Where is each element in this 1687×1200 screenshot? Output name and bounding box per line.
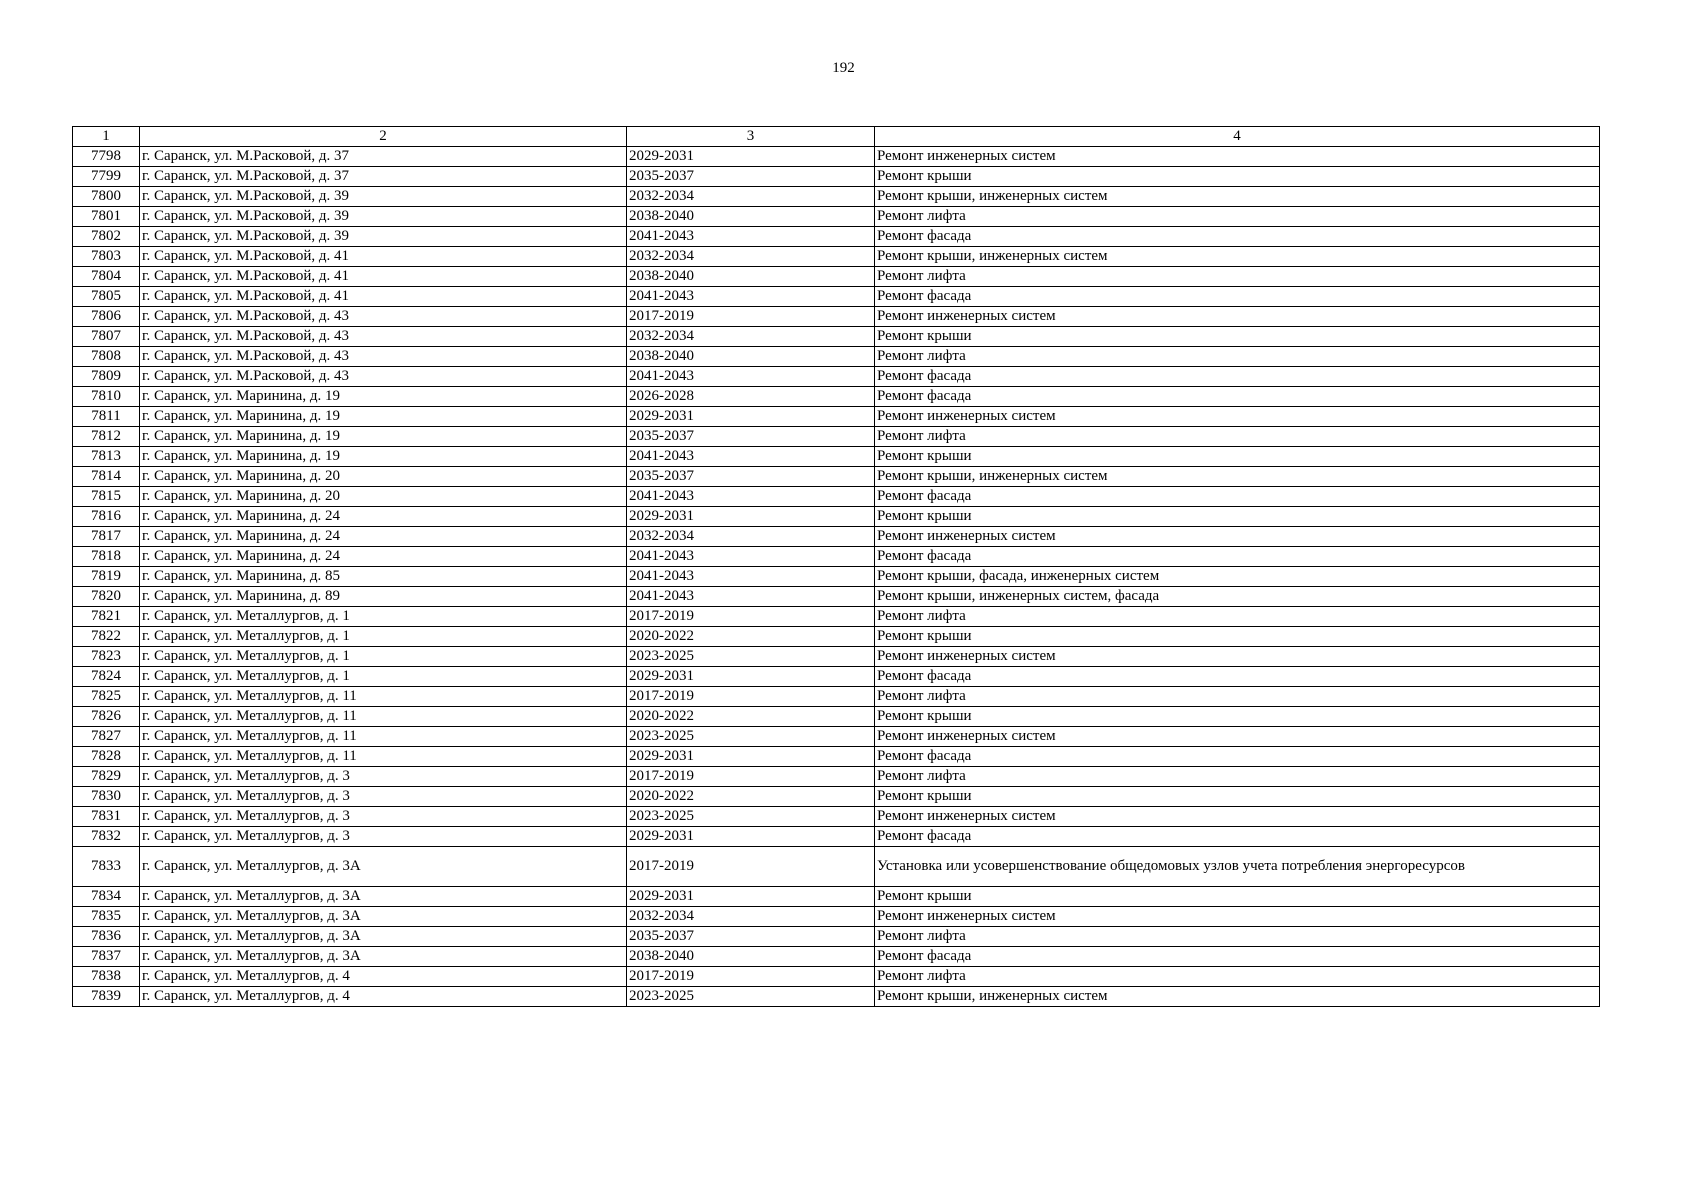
address-cell: г. Саранск, ул. Маринина, д. 20 [140, 467, 627, 487]
address-cell: г. Саранск, ул. М.Расковой, д. 37 [140, 147, 627, 167]
period-cell: 2041-2043 [627, 287, 875, 307]
period-cell: 2029-2031 [627, 507, 875, 527]
table-row [73, 387, 1600, 407]
row-number-cell: 7828 [73, 747, 140, 767]
row-number-cell: 7821 [73, 607, 140, 627]
work-type-cell: Ремонт инженерных систем [875, 727, 1600, 747]
address-cell: г. Саранск, ул. Маринина, д. 24 [140, 527, 627, 547]
address-cell: г. Саранск, ул. Маринина, д. 19 [140, 447, 627, 467]
row-number-cell: 7827 [73, 727, 140, 747]
table-row [73, 327, 1600, 347]
period-cell: 2023-2025 [627, 727, 875, 747]
work-type-cell: Ремонт крыши [875, 167, 1600, 187]
address-cell: г. Саранск, ул. Металлургов, д. 11 [140, 687, 627, 707]
table-row [73, 627, 1600, 647]
work-type-cell: Ремонт крыши, фасада, инженерных систем [875, 567, 1600, 587]
work-type-cell: Ремонт фасада [875, 487, 1600, 507]
work-type-cell: Ремонт крыши [875, 507, 1600, 527]
table-row [73, 567, 1600, 587]
table-row [73, 427, 1600, 447]
table-row [73, 527, 1600, 547]
work-type-cell: Ремонт крыши, инженерных систем [875, 187, 1600, 207]
table-row [73, 507, 1600, 527]
work-type-cell: Ремонт фасада [875, 227, 1600, 247]
address-cell: г. Саранск, ул. Маринина, д. 19 [140, 387, 627, 407]
work-type-cell: Ремонт фасада [875, 747, 1600, 767]
column-header-1: 1 [73, 127, 140, 147]
table-row [73, 147, 1600, 167]
work-type-cell: Ремонт инженерных систем [875, 647, 1600, 667]
table-row [73, 287, 1600, 307]
row-number-cell: 7808 [73, 347, 140, 367]
period-cell: 2041-2043 [627, 447, 875, 467]
row-number-cell: 7815 [73, 487, 140, 507]
address-cell: г. Саранск, ул. Металлургов, д. 3А [140, 907, 627, 927]
period-cell: 2032-2034 [627, 907, 875, 927]
row-number-cell: 7831 [73, 807, 140, 827]
row-number-cell: 7798 [73, 147, 140, 167]
header-row [73, 127, 1600, 147]
address-cell: г. Саранск, ул. М.Расковой, д. 43 [140, 327, 627, 347]
period-cell: 2032-2034 [627, 527, 875, 547]
row-number-cell: 7822 [73, 627, 140, 647]
table-row [73, 907, 1600, 927]
row-number-cell: 7838 [73, 967, 140, 987]
period-cell: 2041-2043 [627, 367, 875, 387]
period-cell: 2020-2022 [627, 707, 875, 727]
repair-schedule-table [72, 126, 1600, 1007]
table-row [73, 447, 1600, 467]
table-row [73, 267, 1600, 287]
period-cell: 2029-2031 [627, 667, 875, 687]
address-cell: г. Саранск, ул. М.Расковой, д. 43 [140, 307, 627, 327]
work-type-cell: Ремонт лифта [875, 767, 1600, 787]
table-row [73, 347, 1600, 367]
address-cell: г. Саранск, ул. М.Расковой, д. 37 [140, 167, 627, 187]
period-cell: 2017-2019 [627, 967, 875, 987]
row-number-cell: 7812 [73, 427, 140, 447]
row-number-cell: 7837 [73, 947, 140, 967]
table-row [73, 747, 1600, 767]
address-cell: г. Саранск, ул. Металлургов, д. 3 [140, 827, 627, 847]
row-number-cell: 7803 [73, 247, 140, 267]
row-number-cell: 7814 [73, 467, 140, 487]
period-cell: 2023-2025 [627, 647, 875, 667]
address-cell: г. Саранск, ул. Металлургов, д. 3А [140, 887, 627, 907]
work-type-cell: Установка или усовершенствование общедомовых узлов учета потребления энергоресурсов [875, 847, 1600, 887]
table-row [73, 587, 1600, 607]
address-cell: г. Саранск, ул. М.Расковой, д. 43 [140, 367, 627, 387]
row-number-cell: 7825 [73, 687, 140, 707]
period-cell: 2017-2019 [627, 307, 875, 327]
period-cell: 2029-2031 [627, 887, 875, 907]
address-cell: г. Саранск, ул. Маринина, д. 24 [140, 547, 627, 567]
work-type-cell: Ремонт фасада [875, 547, 1600, 567]
period-cell: 2035-2037 [627, 167, 875, 187]
address-cell: г. Саранск, ул. Металлургов, д. 3А [140, 927, 627, 947]
work-type-cell: Ремонт фасада [875, 947, 1600, 967]
address-cell: г. Саранск, ул. Металлургов, д. 1 [140, 647, 627, 667]
address-cell: г. Саранск, ул. Металлургов, д. 4 [140, 987, 627, 1007]
page-number: 192 [832, 60, 855, 76]
table-row [73, 807, 1600, 827]
row-number-cell: 7820 [73, 587, 140, 607]
address-cell: г. Саранск, ул. М.Расковой, д. 39 [140, 227, 627, 247]
work-type-cell: Ремонт крыши [875, 887, 1600, 907]
table-row [73, 787, 1600, 807]
period-cell: 2032-2034 [627, 327, 875, 347]
period-cell: 2041-2043 [627, 547, 875, 567]
work-type-cell: Ремонт инженерных систем [875, 147, 1600, 167]
address-cell: г. Саранск, ул. Металлургов, д. 11 [140, 747, 627, 767]
address-cell: г. Саранск, ул. Металлургов, д. 3 [140, 787, 627, 807]
row-number-cell: 7839 [73, 987, 140, 1007]
row-number-cell: 7826 [73, 707, 140, 727]
address-cell: г. Саранск, ул. М.Расковой, д. 39 [140, 207, 627, 227]
work-type-cell: Ремонт инженерных систем [875, 527, 1600, 547]
row-number-cell: 7823 [73, 647, 140, 667]
address-cell: г. Саранск, ул. Металлургов, д. 11 [140, 707, 627, 727]
table-row [73, 307, 1600, 327]
row-number-cell: 7811 [73, 407, 140, 427]
period-cell: 2038-2040 [627, 947, 875, 967]
row-number-cell: 7836 [73, 927, 140, 947]
work-type-cell: Ремонт лифта [875, 687, 1600, 707]
table-row [73, 407, 1600, 427]
table-row [73, 187, 1600, 207]
row-number-cell: 7824 [73, 667, 140, 687]
row-number-cell: 7804 [73, 267, 140, 287]
period-cell: 2029-2031 [627, 147, 875, 167]
period-cell: 2041-2043 [627, 227, 875, 247]
address-cell: г. Саранск, ул. Металлургов, д. 1 [140, 607, 627, 627]
row-number-cell: 7805 [73, 287, 140, 307]
period-cell: 2017-2019 [627, 607, 875, 627]
work-type-cell: Ремонт фасада [875, 827, 1600, 847]
address-cell: г. Саранск, ул. Маринина, д. 19 [140, 407, 627, 427]
table-row [73, 247, 1600, 267]
row-number-cell: 7818 [73, 547, 140, 567]
period-cell: 2017-2019 [627, 767, 875, 787]
work-type-cell: Ремонт крыши, инженерных систем [875, 467, 1600, 487]
table-row [73, 647, 1600, 667]
period-cell: 2041-2043 [627, 567, 875, 587]
work-type-cell: Ремонт лифта [875, 927, 1600, 947]
period-cell: 2035-2037 [627, 927, 875, 947]
table-header [73, 127, 1600, 147]
column-header-3: 3 [627, 127, 875, 147]
row-number-cell: 7810 [73, 387, 140, 407]
address-cell: г. Саранск, ул. М.Расковой, д. 41 [140, 247, 627, 267]
period-cell: 2026-2028 [627, 387, 875, 407]
address-cell: г. Саранск, ул. Металлургов, д. 3 [140, 807, 627, 827]
period-cell: 2032-2034 [627, 247, 875, 267]
work-type-cell: Ремонт крыши [875, 327, 1600, 347]
row-number-cell: 7819 [73, 567, 140, 587]
address-cell: г. Саранск, ул. М.Расковой, д. 41 [140, 267, 627, 287]
work-type-cell: Ремонт инженерных систем [875, 807, 1600, 827]
table-row [73, 207, 1600, 227]
row-number-cell: 7817 [73, 527, 140, 547]
row-number-cell: 7834 [73, 887, 140, 907]
period-cell: 2029-2031 [627, 827, 875, 847]
period-cell: 2038-2040 [627, 207, 875, 227]
work-type-cell: Ремонт крыши, инженерных систем [875, 987, 1600, 1007]
work-type-cell: Ремонт крыши [875, 707, 1600, 727]
table-row [73, 547, 1600, 567]
row-number-cell: 7832 [73, 827, 140, 847]
work-type-cell: Ремонт фасада [875, 387, 1600, 407]
work-type-cell: Ремонт лифта [875, 347, 1600, 367]
column-header-2: 2 [140, 127, 627, 147]
work-type-cell: Ремонт крыши [875, 447, 1600, 467]
work-type-cell: Ремонт лифта [875, 207, 1600, 227]
address-cell: г. Саранск, ул. Маринина, д. 24 [140, 507, 627, 527]
period-cell: 2041-2043 [627, 487, 875, 507]
period-cell: 2017-2019 [627, 847, 875, 887]
table-row [73, 687, 1600, 707]
row-number-cell: 7801 [73, 207, 140, 227]
table-row [73, 847, 1600, 887]
table-row [73, 707, 1600, 727]
row-number-cell: 7833 [73, 847, 140, 887]
address-cell: г. Саранск, ул. Металлургов, д. 3А [140, 947, 627, 967]
table-row [73, 887, 1600, 907]
work-type-cell: Ремонт лифта [875, 267, 1600, 287]
row-number-cell: 7802 [73, 227, 140, 247]
row-number-cell: 7806 [73, 307, 140, 327]
period-cell: 2038-2040 [627, 267, 875, 287]
work-type-cell: Ремонт фасада [875, 667, 1600, 687]
table-row [73, 607, 1600, 627]
work-type-cell: Ремонт крыши, инженерных систем [875, 247, 1600, 267]
row-number-cell: 7835 [73, 907, 140, 927]
period-cell: 2023-2025 [627, 987, 875, 1007]
period-cell: 2020-2022 [627, 787, 875, 807]
address-cell: г. Саранск, ул. Маринина, д. 19 [140, 427, 627, 447]
table-row [73, 487, 1600, 507]
table-row [73, 167, 1600, 187]
row-number-cell: 7816 [73, 507, 140, 527]
work-type-cell: Ремонт инженерных систем [875, 907, 1600, 927]
work-type-cell: Ремонт лифта [875, 427, 1600, 447]
table-body [73, 147, 1600, 1007]
period-cell: 2029-2031 [627, 407, 875, 427]
column-header-4: 4 [875, 127, 1600, 147]
row-number-cell: 7800 [73, 187, 140, 207]
table-row [73, 927, 1600, 947]
period-cell: 2017-2019 [627, 687, 875, 707]
address-cell: г. Саранск, ул. М.Расковой, д. 41 [140, 287, 627, 307]
work-type-cell: Ремонт крыши [875, 787, 1600, 807]
period-cell: 2032-2034 [627, 187, 875, 207]
period-cell: 2023-2025 [627, 807, 875, 827]
period-cell: 2041-2043 [627, 587, 875, 607]
table-row [73, 667, 1600, 687]
row-number-cell: 7813 [73, 447, 140, 467]
address-cell: г. Саранск, ул. Металлургов, д. 1 [140, 667, 627, 687]
address-cell: г. Саранск, ул. Металлургов, д. 3А [140, 847, 627, 887]
table-row [73, 367, 1600, 387]
period-cell: 2038-2040 [627, 347, 875, 367]
address-cell: г. Саранск, ул. Металлургов, д. 1 [140, 627, 627, 647]
table-row [73, 727, 1600, 747]
work-type-cell: Ремонт инженерных систем [875, 307, 1600, 327]
work-type-cell: Ремонт фасада [875, 287, 1600, 307]
row-number-cell: 7830 [73, 787, 140, 807]
address-cell: г. Саранск, ул. Маринина, д. 20 [140, 487, 627, 507]
row-number-cell: 7809 [73, 367, 140, 387]
table-row [73, 987, 1600, 1007]
table-row [73, 227, 1600, 247]
table-row [73, 827, 1600, 847]
period-cell: 2029-2031 [627, 747, 875, 767]
row-number-cell: 7799 [73, 167, 140, 187]
address-cell: г. Саранск, ул. Маринина, д. 89 [140, 587, 627, 607]
table-row [73, 767, 1600, 787]
row-number-cell: 7829 [73, 767, 140, 787]
table-row [73, 967, 1600, 987]
address-cell: г. Саранск, ул. Металлургов, д. 3 [140, 767, 627, 787]
table-row [73, 467, 1600, 487]
table-row [73, 947, 1600, 967]
address-cell: г. Саранск, ул. М.Расковой, д. 39 [140, 187, 627, 207]
work-type-cell: Ремонт фасада [875, 367, 1600, 387]
work-type-cell: Ремонт инженерных систем [875, 407, 1600, 427]
work-type-cell: Ремонт лифта [875, 967, 1600, 987]
address-cell: г. Саранск, ул. Металлургов, д. 11 [140, 727, 627, 747]
address-cell: г. Саранск, ул. Металлургов, д. 4 [140, 967, 627, 987]
period-cell: 2035-2037 [627, 467, 875, 487]
period-cell: 2035-2037 [627, 427, 875, 447]
address-cell: г. Саранск, ул. М.Расковой, д. 43 [140, 347, 627, 367]
address-cell: г. Саранск, ул. Маринина, д. 85 [140, 567, 627, 587]
work-type-cell: Ремонт крыши [875, 627, 1600, 647]
work-type-cell: Ремонт лифта [875, 607, 1600, 627]
row-number-cell: 7807 [73, 327, 140, 347]
work-type-cell: Ремонт крыши, инженерных систем, фасада [875, 587, 1600, 607]
period-cell: 2020-2022 [627, 627, 875, 647]
